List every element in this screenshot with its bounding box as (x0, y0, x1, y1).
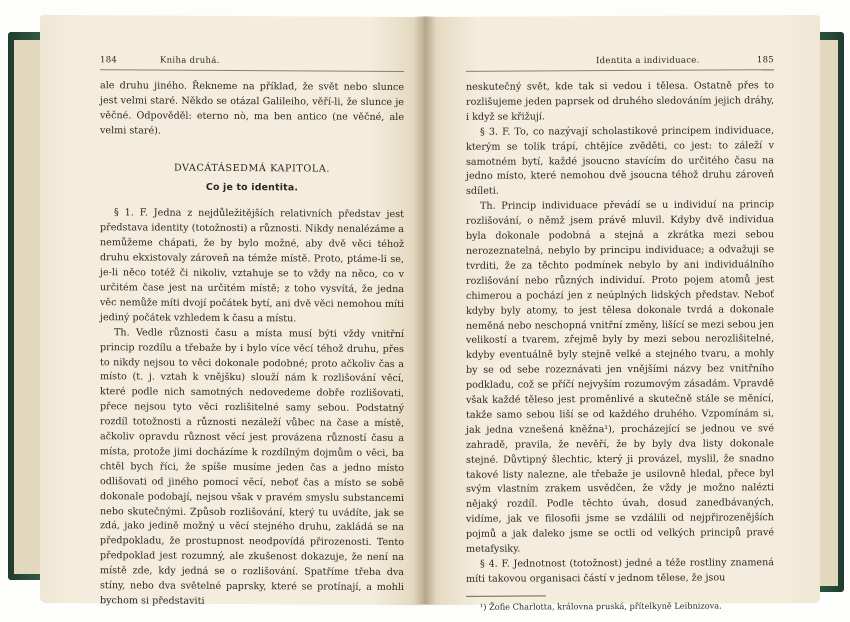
paragraph-section-3: § 3. F. To, co nazývají scholastikové principem individuace, kterým se tolik trápí, chtějíce zvěděti, co jest: to záleží v samotném bytí, každé jsoucno stavícím do určitého času na jedno místo, které nemohou dvě jsoucna téhož druhu zároveň sdíleti. (466, 124, 774, 198)
left-text-block (100, 79, 404, 611)
left-opening-paragraph: ale druhu jiného. Řekneme na příklad, že svět nebo slunce jest velmi staré. Někdo se otázal Galileiho, věří-li, že slunce je věčné. Odpověděl: eterno nò, ma ben antico (ne věčné, ale velmi staré). (100, 80, 404, 137)
right-text-block (466, 79, 774, 612)
right-page (424, 15, 820, 612)
left-page-number: 184 (100, 55, 118, 66)
paragraph-section-1: § 1. F. Jedna z nejdůležitějších relativních představ jest představa identity (totožnosti) a různosti. Nikdy nenalézáme a nemůžeme chápati, že by bylo možné, aby dvě věci téhož druhu ekxistovaly zároveň na témže místě. Proto, ptáme-li se, je-li něco totéž či nikoliv, vztahuje se to vždy na něco, co v určitém čase jest na určitém místě; z toho vysvítá, že jedna věc nemůže míti dvojí počátek bytí, ani dvě věci nemohou míti jediný počátek vzhledem k času a místu. (100, 207, 404, 325)
paragraph-th-2: Th. Princip individuace převádí se u individuí na princip rozlišování, o němž jsem právě mluvil. Kdyby dvě individua byla dokonale podobná a stejná a zkrátka mezi sebou nerozeznatelná, nebylo by principu individuace; a odvažuji se tvrditi, že za těchto podmínek nebylo by ani individuálního rozlišování nebo různých individuí. Proto pojem atomů jest chimerou a pochází jen z neúplných lidských představ. Neboť kdyby byly atomy, to jest tělesa dokonale tvrdá a dokonale neměná nebo neschopná vnitřní změny, lišící se mezi sebou jen velikostí a tvarem, zřejmě byly by mezi sebou nerozlišitelné, kdyby eventuálně byly stejně velké a stejného tvaru, a mohly by se od sebe rozeznávati jen vnějšími názvy bez vnitřního podkladu, což se příčí nejvyším rozumovým zásadám. Vpravdě však každé těleso jest proměnlivé a skutečně stále se měnící, takže samo sebou liší se od každého druhého. Vzpomínám si, jak jedna vznešená kněžna¹), procházející se jednou ve své zahradě, pravila, že nevěří, že by byly dva listy dokonale stejné. Důvtipný šlechtic, který ji provázel, myslil, že snadno takové listy nalezne, ale třebaže je usilovně hledal, přece byl svým vlastním zrakem usvědčen, že vždy je možno nalézti nějaký rozdíl. Podle těchto úvah, dosud zanedbávaných, vidíme, jak ve filosofii jsme se vzdálili od nejpřirozenějších pojmů a jak daleko jsme se octli od velkých principů pravé metafysiky. (466, 199, 774, 555)
footnote: ¹) Žofie Charlotta, královna pruská, přítelkyně Leibnizova. (480, 600, 722, 612)
chapter-title: Co je to identita. (205, 181, 299, 193)
right-opening-paragraph: neskutečný svět, kde tak si vedou i tělesa. Ostatně přes to rozlišujeme jeden paprsek od druhého sledováním jejich dráhy, i když se křižují. (466, 80, 774, 123)
paragraph-section-4: § 4. F. Jednotnost (totožnost) jedné a téže rostliny znamená míti takovou organisaci částí v jednom tělese, že jsou (466, 557, 774, 585)
footnote-rule (466, 595, 546, 596)
right-page-number: 185 (756, 55, 774, 66)
left-page (40, 15, 424, 605)
paragraph-th-1: Th. Vedle různosti času a místa musí býti vždy vnitřní princip rozdílu a třebaže by i bylo více věcí téhož druhu, přes to nikdy nejsou to věci dokonale podobné; proto ačkoliv čas a místo (t. j. vztah k vnějšku) slouží nám k rozlišování věcí, které podle nich samotných nedovedeme dobře rozlišovati, přece nejsou tyto věci rozlišitelné samy sebou. Podstatný rozdíl totožnosti a různosti nezáleží vůbec na čase a místě, ačkoliv opravdu různost věcí jest provázena růzností času a místa, protože jimi docházíme k rozdílným dojmům o věci, ba chtěl bych říci, že spíše musíme jeden čas a jedno místo odlišovati od jiného pomocí věcí, neboť čas a místo se sobě dokonale podobají, nejsou však v pravém smyslu substancemi nebo skutečnými. Způsob rozlišování, který tu uvádíte, jak se zdá, jako jedině možný u věcí stejného druhu, zakládá se na předpokladu, že prostupnost neodpovídá přirozenosti. Tento předpoklad jest rozumný, ale zkušenost dokazuje, že není na místě zde, kdy jedná se o rozlišování. Spatříme třeba dva stíny, nebo dva světelné paprsky, které se protínají, a mohli bychom si představiti (100, 326, 404, 607)
right-running-head (466, 53, 774, 72)
right-running-title: Identita a individuace. (596, 55, 700, 67)
left-running-title: Kniha druhá. (160, 55, 220, 66)
chapter-heading: DVACÁTÁSEDMÁ KAPITOLA. (173, 162, 331, 175)
left-running-head (100, 53, 404, 72)
